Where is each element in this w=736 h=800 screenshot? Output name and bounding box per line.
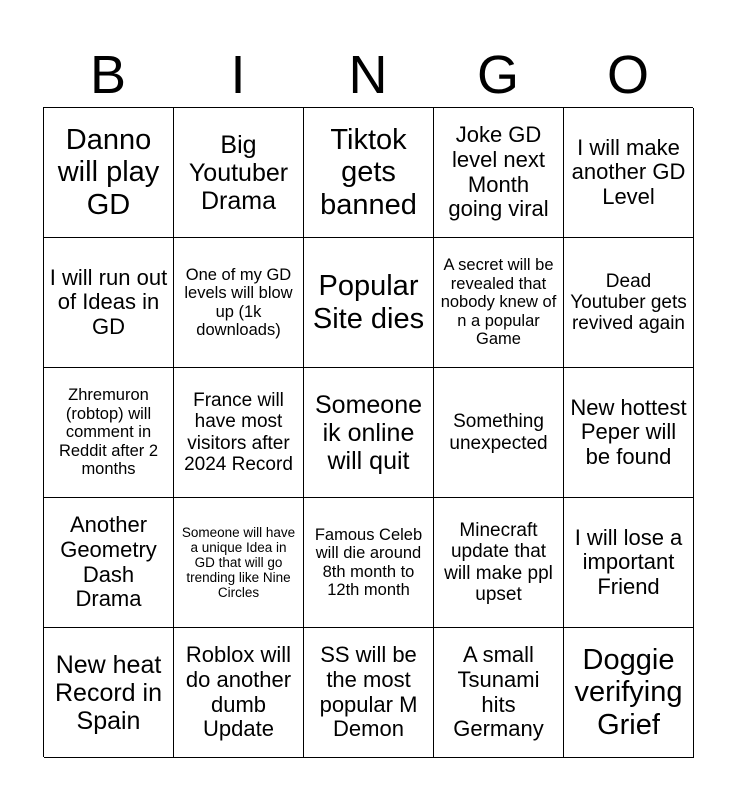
header-letter-g: G xyxy=(476,45,519,105)
cell-text: I will run out of Ideas in GD xyxy=(49,264,168,339)
cell-text: Popular Site dies xyxy=(312,270,425,335)
bingo-cell-r3-c1[interactable] xyxy=(44,368,174,498)
cell-text: New heat Record in Spain xyxy=(55,650,162,735)
bingo-cell-r4-c5[interactable] xyxy=(564,498,694,628)
cell-text: France will have most visitors after 2024 Record xyxy=(184,389,293,475)
bingo-cell-r5-c1[interactable] xyxy=(44,628,174,758)
bingo-cell-r4-c4[interactable] xyxy=(434,498,564,628)
bingo-cell-r5-c4[interactable] xyxy=(434,628,564,758)
cell-text: Tiktok gets banned xyxy=(320,123,417,221)
bingo-cell-r4-c2[interactable] xyxy=(174,498,304,628)
cell-text: Minecraft update that will make ppl upset xyxy=(444,519,553,605)
bingo-cell-r2-c1[interactable] xyxy=(44,238,174,368)
header-letter-n: N xyxy=(348,45,388,105)
header-letter-o: O xyxy=(606,45,649,105)
bingo-cell-r3-c2[interactable] xyxy=(174,368,304,498)
cell-text: Someone will have a unique Idea in GD that will go trending like Nine Circles xyxy=(181,524,296,601)
cell-text: Someone ik online will quit xyxy=(314,390,423,475)
bingo-cell-r2-c4[interactable] xyxy=(434,238,564,368)
cell-text: New hottest Peper will be found xyxy=(570,394,687,469)
cell-text: Famous Celeb will die around 8th month to 12th month xyxy=(314,525,423,599)
cell-text: Something unexpected xyxy=(449,411,548,454)
cell-text: Roblox will do another dumb Update xyxy=(185,642,292,742)
cell-text: A secret will be revealed that nobody knew of n a popular Game xyxy=(440,256,557,349)
bingo-cell-r3-c3[interactable] xyxy=(304,368,434,498)
cell-text: I will lose a important Friend xyxy=(574,524,683,599)
cell-text: Danno will play GD xyxy=(57,123,160,221)
bingo-header xyxy=(43,44,693,106)
cell-text: A small Tsunami hits Germany xyxy=(453,642,544,742)
cell-text: One of my GD levels will blow up (1k downloads) xyxy=(184,265,293,339)
cell-text: Zhremuron (robtop) will comment in Reddit after 2 months xyxy=(58,386,159,479)
header-letter-i: I xyxy=(230,45,246,105)
cell-text: I will make another GD Level xyxy=(571,134,686,209)
cell-text: Doggie verifying Grief xyxy=(574,643,683,741)
cell-text: Joke GD level next Month going viral xyxy=(448,122,549,222)
bingo-cell-r3-c4[interactable] xyxy=(434,368,564,498)
cell-text: SS will be the most popular M Demon xyxy=(319,642,418,742)
bingo-cell-r1-c1[interactable] xyxy=(44,108,174,238)
bingo-cell-r1-c3[interactable] xyxy=(304,108,434,238)
bingo-cell-r1-c4[interactable] xyxy=(434,108,564,238)
bingo-cell-r5-c5[interactable] xyxy=(564,628,694,758)
bingo-cell-r5-c2[interactable] xyxy=(174,628,304,758)
bingo-grid xyxy=(43,107,693,757)
bingo-cell-r5-c3[interactable] xyxy=(304,628,434,758)
cell-text: Another Geometry Dash Drama xyxy=(60,512,157,612)
header-letter-b: B xyxy=(89,45,127,105)
bingo-cell-r4-c1[interactable] xyxy=(44,498,174,628)
bingo-cell-r2-c3[interactable] xyxy=(304,238,434,368)
bingo-cell-r4-c3[interactable] xyxy=(304,498,434,628)
bingo-cell-r2-c2[interactable] xyxy=(174,238,304,368)
bingo-cell-r2-c5[interactable] xyxy=(564,238,694,368)
bingo-cell-r1-c2[interactable] xyxy=(174,108,304,238)
cell-text: Big Youtuber Drama xyxy=(188,130,289,215)
bingo-cell-r1-c5[interactable] xyxy=(564,108,694,238)
bingo-cell-r3-c5[interactable] xyxy=(564,368,694,498)
cell-text: Dead Youtuber gets revived again xyxy=(570,270,687,335)
